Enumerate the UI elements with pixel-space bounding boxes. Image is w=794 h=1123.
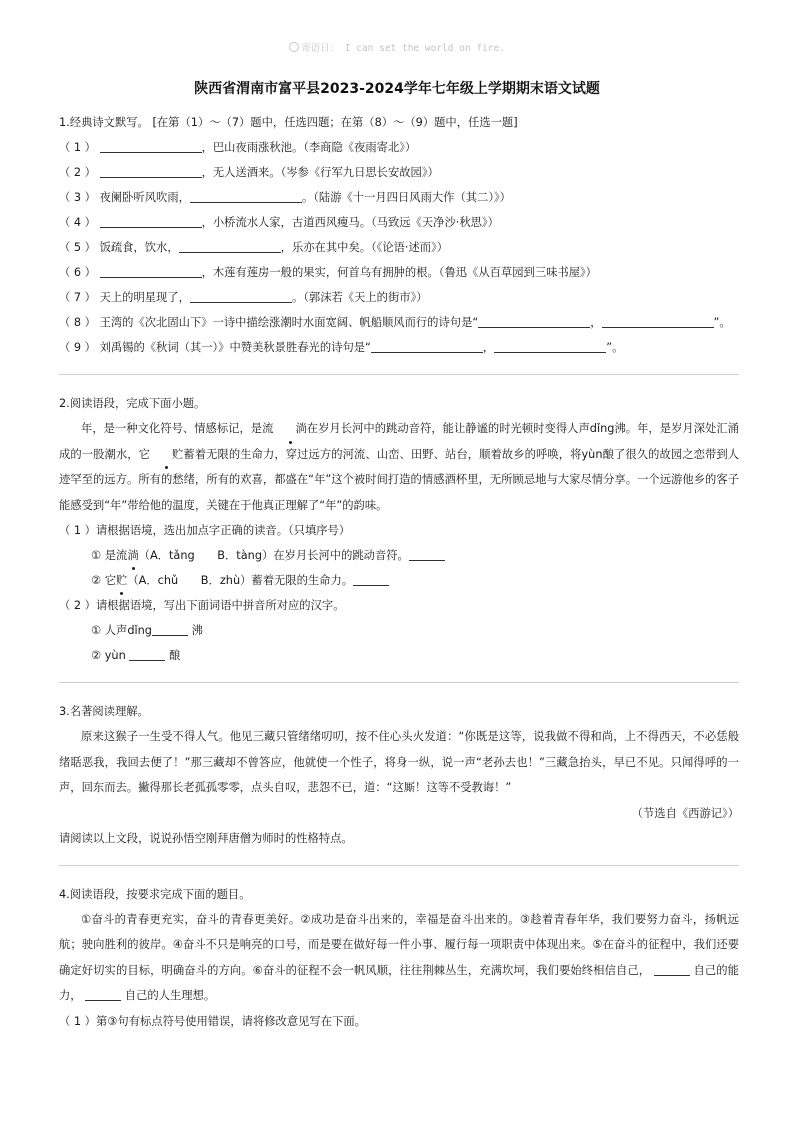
q2-sub1-option-1: ① 是流淌（A．tǎng B．tàng）在岁月长河中的跳动音符。	[59, 543, 739, 568]
q3-question: 请阅读以上文段，说说孙悟空刚拜唐僧为师时的性格特点。	[59, 831, 353, 845]
watermark	[0, 40, 794, 54]
q4-sub1-label: （ 1 ）第③句有标点符号使用错误，请将修改意见写在下面。	[59, 1014, 366, 1028]
q2-sub2-option-1: ① 人声dǐng 沸	[59, 618, 739, 643]
divider	[59, 865, 739, 866]
page-title: 陕西省渭南市富平县2023-2024学年七年级上学期期末语文试题	[194, 81, 600, 97]
dotted-char: 贮	[150, 442, 183, 468]
document-body	[59, 110, 739, 1034]
q2-sub1-option-2: ② 它贮（A．chǔ B．zhù）蓄着无限的生命力。	[59, 568, 739, 593]
answer-blank[interactable]	[409, 546, 445, 561]
q4-heading: 4.阅读语段，按要求完成下面的题目。	[59, 887, 251, 901]
answer-blank[interactable]	[190, 288, 292, 303]
answer-blank[interactable]	[129, 646, 165, 661]
q2-sub1-label: （ 1 ）请根据语境，选出加点字正确的读音。（只填序号）	[59, 524, 351, 537]
q2-sub2-option-2: ② yùn 酿	[59, 643, 739, 668]
dotted-char: 淌	[127, 543, 138, 568]
answer-blank[interactable]	[100, 138, 202, 153]
clock-icon	[289, 42, 299, 52]
watermark-text: 寄语日： I can set the world on fire.	[301, 43, 505, 54]
divider	[59, 682, 739, 683]
dotted-char: 贮	[116, 568, 127, 593]
answer-blank[interactable]	[100, 163, 202, 178]
q3-source: （节选自《西游记》）	[631, 806, 739, 820]
answer-blank[interactable]	[85, 986, 121, 1001]
q2-sub2-label: （ 2 ）请根据语境，写出下面词语中拼音所对应的汉字。	[59, 599, 345, 612]
answer-blank[interactable]	[100, 213, 202, 228]
answer-blank[interactable]	[478, 313, 590, 328]
answer-blank[interactable]	[654, 961, 690, 976]
q1-item-7: （ 7 ） 天上的明星现了， 。（郭沫若《天上的街市》）	[59, 285, 739, 310]
q1-item-5: （ 5 ） 饭疏食，饮水， ，乐亦在其中矣。（《论语·述而》）	[59, 235, 739, 260]
q1-item-6: （ 6 ） ，木莲有莲房一般的果实，何首乌有拥肿的根。（鲁迅《从百草园到三味书屋》）	[59, 260, 739, 285]
answer-blank[interactable]	[100, 263, 202, 278]
dotted-char: 淌	[273, 416, 306, 442]
q1-heading: 1.经典诗文默写。 [在第（1）～（7）题中，任选四题；在第（8）～（9）题中，任选一题]	[59, 116, 518, 129]
divider	[59, 374, 739, 375]
answer-blank[interactable]	[353, 571, 389, 586]
q4-passage: ①奋斗的青春更充实，奋斗的青春更美好。②成功是奋斗出来的，幸福是奋斗出来的。③趁着青春年华，我们要努力奋斗，扬帆远航；驶向胜利的彼岸。④奋斗不只是响亮的口号，而是要在做好每一件小事、履行每一项职责中体现出来。⑤在奋斗的征程中，我们还要确定好切实的目标，明确奋斗的方向。⑥奋斗的征程不会一帆风顺，往往荆棘丛生，充满坎坷，我们要始终相信自己， 自己的能力， 自己的人生理想。	[59, 912, 739, 1002]
answer-blank[interactable]	[371, 338, 483, 353]
q1-item-8: （ 8 ） 王湾的《次北固山下》一诗中描绘涨潮时水面宽阔、帆船顺风而行的诗句是“ ， ”。	[59, 310, 739, 335]
q1-item-9: （ 9 ） 刘禹锡的《秋词（其一）》中赞美秋景胜春光的诗句是“ ， ”。	[59, 335, 739, 360]
q2-heading: 2.阅读语段，完成下面小题。	[59, 397, 206, 410]
q2-passage: 年，是一种文化符号、情感标记，是流 淌在岁月长河中的跳动音符，能让静谧的时光顿时变得人声dǐng沸。年，是岁月深处汇涌成的一股潮水，它 贮蓄着无限的生命力，穿过远方的河流、山峦、田野、站台，顺着故乡的呼唤，将yùn酿了很久的故园之恋带到人迹罕至的远方。所有的愁绪，所有的欢喜，都盛在“年”这个被时间打造的情感酒杯里，无所顾忌地与大家尽情分享。一个远游他乡的客子能感受到“年”带给他的温度，关键在于他真正理解了“年”的韵味。	[59, 416, 739, 518]
q1-item-2: （ 2 ） ，无人送酒来。（岑参《行军九日思长安故园》）	[59, 160, 739, 185]
answer-blank[interactable]	[152, 621, 188, 636]
answer-blank[interactable]	[602, 313, 714, 328]
answer-blank[interactable]	[190, 188, 302, 203]
answer-blank[interactable]	[494, 338, 606, 353]
answer-blank[interactable]	[179, 238, 281, 253]
q1-item-3: （ 3 ） 夜阑卧听风吹雨， 。（陆游《十一月四日风雨大作（其二）》）	[59, 185, 739, 210]
q1-item-1: （ 1 ） ，巴山夜雨涨秋池。（李商隐《夜雨寄北》）	[59, 135, 739, 160]
q1-item-4: （ 4 ） ，小桥流水人家，古道西风瘦马。（马致远《天净沙·秋思》）	[59, 210, 739, 235]
q3-heading: 3.名著阅读理解。	[59, 705, 149, 718]
q3-passage: 原来这猴子一生受不得人气。他见三藏只管绪绪叨叨，按不住心头火发道：“你既是这等，说我做不得和尚，上不得西天，不必恁般绪聒恶我，我回去便了！”那三藏却不曾答应，他就使一个性子，将身一纵，说一声“老孙去也！”三藏急抬头，早已不见。只闻得呼的一声，回东而去。撇得那长老孤孤零零，点头自叹，悲怨不已，道：“这厮！这等不受教诲！”	[59, 730, 739, 794]
